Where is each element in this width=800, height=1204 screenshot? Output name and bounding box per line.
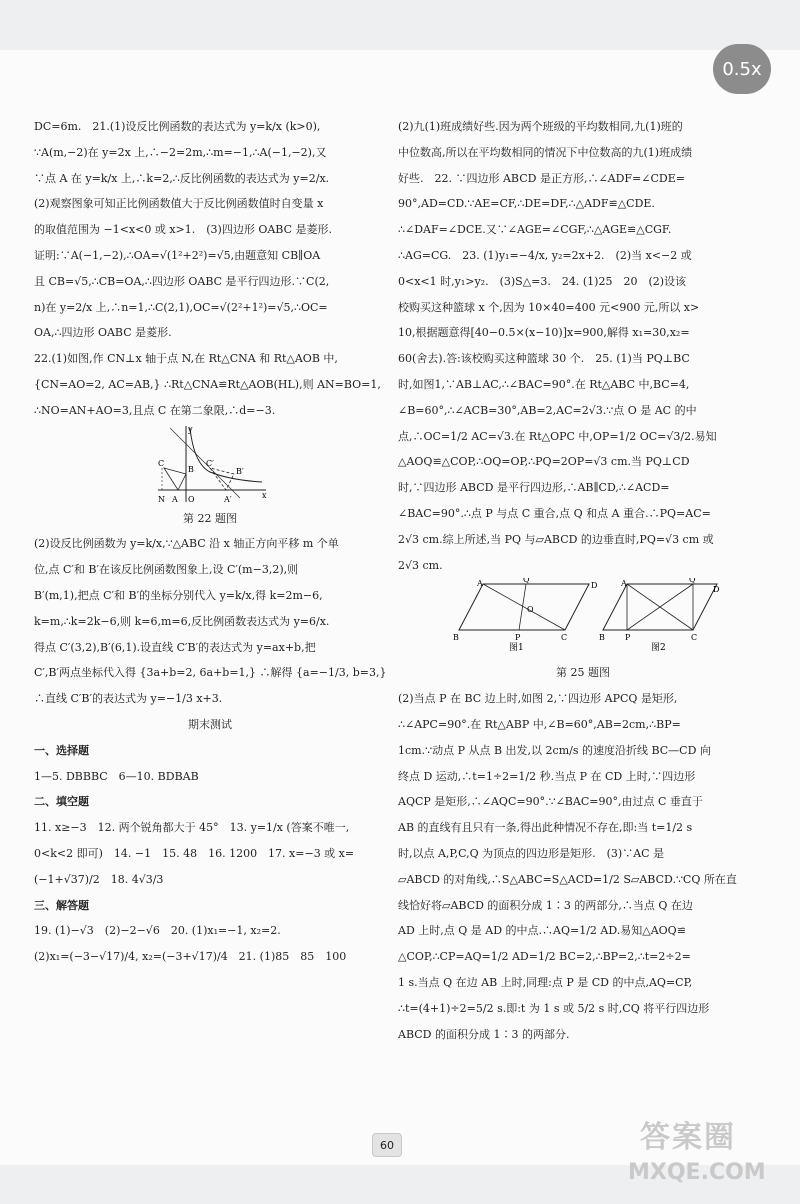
text-line: 90°,AD=CD.∵AE=CF,∴DE=DF,∴△ADF≌△CDE. xyxy=(398,197,655,211)
figure-22-caption: 第 22 题图 xyxy=(183,511,237,525)
text-line: 19. (1)−√3 (2)−2−√6 20. (1)x₁=−1, x₂=2. xyxy=(34,924,281,938)
svg-text:C: C xyxy=(691,633,698,643)
text-line: △AOQ≌△COP,∴OQ=OP,∴PQ=2OP=√3 cm.当 PQ⊥CD xyxy=(398,455,690,469)
text-line: AB 的直线有且只有一条,得出此种情况不存在,即:当 t=1/2 s xyxy=(398,821,693,835)
text-line: ▱ABCD 的对角线,∴S△ABC=S△ACD=1/2 S▱ABCD.∵CQ 所在直 xyxy=(398,872,737,886)
figure-25-diagram-1 xyxy=(453,578,597,642)
right-column xyxy=(398,114,768,1047)
text-line: 中位数高,所以在平均数相同的情况下中位数高的九(1)班成绩 xyxy=(398,145,693,159)
svg-text:B′: B′ xyxy=(236,466,244,476)
text-line: (−1+√37)/2 18. 4√3/3 xyxy=(34,872,164,886)
fill-answers xyxy=(34,815,386,892)
text-line: DC=6m. 21.(1)设反比例函数的表达式为 y=k/x (k>0), xyxy=(34,120,321,133)
watermark-logo: 答案圈 xyxy=(640,1120,736,1155)
text-line: 0<x<1 时,y₁>y₂. (3)S△=3. 24. (1)25 20 (2)设该 xyxy=(398,274,687,288)
text-line: 0<k<2 即可) 14. −1 15. 48 16. 1200 17. x=−3 或 x= xyxy=(34,846,355,860)
text-line: ∵A(m,−2)在 y=2x 上,∴−2=2m,∴m=−1,∴A(−1,−2),又 xyxy=(34,145,327,159)
svg-text:Q: Q xyxy=(523,578,530,585)
text-line: ∴直线 C′B′的表达式为 y=−1/3 x+3. xyxy=(34,692,223,706)
svg-text:y: y xyxy=(188,424,193,434)
svg-text:A: A xyxy=(172,494,178,504)
svg-text:P: P xyxy=(625,633,631,643)
svg-text:O: O xyxy=(188,494,195,504)
figure-25-caption: 第 25 题图 xyxy=(556,666,610,680)
left-column xyxy=(34,114,386,970)
exam-title: 期末测试 xyxy=(188,717,232,731)
text-line: 60(舍去).答:该校购买这种篮球 30 个. 25. (1)当 PQ⊥BC xyxy=(398,352,690,366)
figure-25 xyxy=(398,578,768,660)
figure-25-label-2: 图2 xyxy=(651,643,666,654)
text-line: 证明:∵A(−1,−2),∴OA=√(1²+2²)=√5,由题意知 CB∥OA xyxy=(34,248,321,262)
svg-text:C: C xyxy=(158,458,165,468)
text-line: OA,∴四边形 OABC 是菱形. xyxy=(34,326,172,340)
text-line: (2)设反比例函数为 y=k/x,∵△ABC 沿 x 轴正方向平移 m 个单 xyxy=(34,537,339,551)
svg-text:x: x xyxy=(262,490,267,500)
text-line: n)在 y=2/x 上,∴n=1,∴C(2,1),OC=√(2²+1²)=√5,∴OC= xyxy=(34,300,328,314)
text-line: 线恰好将▱ABCD 的面积分成 1∶3 的两部分,∴当点 Q 在边 xyxy=(398,898,693,912)
text-line: ∴∠DAF=∠DCE.又∵∠AGE=∠CGF,∴△AGE≌△CGF. xyxy=(398,223,672,237)
text-line: ABCD 的面积分成 1∶3 的两部分. xyxy=(398,1027,570,1041)
text-line: k=m,∴k=2k−6,则 k=6,m=6,反比例函数表达式为 y=6/x. xyxy=(34,614,330,628)
svg-text:C: C xyxy=(561,633,568,643)
svg-text:A′: A′ xyxy=(224,494,232,504)
text-line: (2)九(1)班成绩好些.因为两个班级的平均数相同,九(1)班的 xyxy=(398,120,683,133)
text-line: 且 CB=√5,∴CB=OA,∴四边形 OABC 是平行四边形.∵C(2, xyxy=(34,274,330,288)
text-line: 时,如图1,∵AB⊥AC,∴∠BAC=90°.在 Rt△ABC 中,BC=4, xyxy=(398,377,690,391)
svg-text:O: O xyxy=(527,605,534,615)
svg-text:A: A xyxy=(477,579,483,589)
text-line: (2)观察图象可知正比例函数值大于反比例函数值时自变量 x xyxy=(34,197,324,211)
text-line: B′(m,1),把点 C′和 B′的坐标分别代入 y=k/x,得 k=2m−6, xyxy=(34,588,323,602)
right-text-block-1 xyxy=(398,114,768,578)
page-number: 60 xyxy=(372,1133,402,1157)
text-line: AD 上时,点 Q 是 AD 的中点.∴AQ=1/2 AD.易知△AOQ≌ xyxy=(398,924,686,938)
text-line: {CN=AO=2, AC=AB,} ∴Rt△CNA≌Rt△AOB(HL),则 AN=BO=1, xyxy=(34,377,381,391)
figure-25-diagrams xyxy=(443,578,723,660)
svg-text:N: N xyxy=(158,494,165,504)
text-line: ∴NO=AN+AO=3,且点 C 在第二象限,∴d=−3. xyxy=(34,403,276,417)
section-fill-heading: 二、填空题 xyxy=(34,795,89,809)
svg-text:P: P xyxy=(515,633,521,643)
watermark-url: MXQE.COM xyxy=(628,1160,766,1185)
svg-text:B: B xyxy=(453,633,459,643)
text-line: 位,点 C′和 B′在该反比例函数图象上,设 C′(m−3,2),则 xyxy=(34,563,299,577)
right-text-block-2 xyxy=(398,686,768,1047)
svg-text:A: A xyxy=(621,579,627,589)
figure-25-label-1: 图1 xyxy=(509,643,524,654)
text-line: 11. x≥−3 12. 两个锐角都大于 45° 13. y=1/x (答案不唯一, xyxy=(34,821,350,835)
text-line: 好些. 22. ∵四边形 ABCD 是正方形,∴∠ADF=∠CDE= xyxy=(398,171,685,185)
text-line: 的取值范围为 −1<x<0 或 x>1. (3)四边形 OABC 是菱形. xyxy=(34,223,332,237)
section-choice-heading: 一、选择题 xyxy=(34,743,89,757)
figure-22 xyxy=(34,424,386,506)
left-text-block-1 xyxy=(34,114,386,424)
svg-text:D: D xyxy=(713,585,720,595)
text-line: 2√3 cm. xyxy=(398,558,443,572)
viewer-top-bar xyxy=(0,0,800,50)
text-line: 校购买这种篮球 x 个,因为 10×40=400 元<900 元,所以 x> xyxy=(398,300,700,314)
svg-text:B: B xyxy=(188,464,194,474)
text-line: 点,∴OC=1/2 AC=√3.在 Rt△OPC 中,OP=1/2 OC=√3/2.易知 xyxy=(398,429,717,443)
zoom-level-button[interactable]: 0.5x xyxy=(713,44,771,94)
text-line: 10,根据题意得[40−0.5×(x−10)]x=900,解得 x₁=30,x₂= xyxy=(398,326,690,340)
figure-22-graph xyxy=(150,424,270,506)
svg-text:C′: C′ xyxy=(206,458,214,468)
text-line: △COP,∴CP=AQ=1/2 AD=1/2 BC=2,∴BP=2,∴t=2÷2= xyxy=(398,950,691,964)
text-line: C′,B′两点坐标代入得 {3a+b=2, 6a+b=1,} ∴解得 {a=−1/3, b=3,} xyxy=(34,666,386,680)
left-text-block-2 xyxy=(34,531,386,712)
text-line: 得点 C′(3,2),B′(6,1).设直线 C′B′的表达式为 y=ax+b,把 xyxy=(34,640,316,654)
svg-text:D: D xyxy=(591,581,598,591)
text-line: 22.(1)如图,作 CN⊥x 轴于点 N,在 Rt△CNA 和 Rt△AOB 中, xyxy=(34,352,338,366)
choice-answers: 1—5. DBBBC 6—10. BDBAB xyxy=(34,769,199,783)
text-line: 1 s.当点 Q 在边 AB 上时,同理:点 P 是 CD 的中点,AQ=CP, xyxy=(398,975,693,989)
text-line: 时,以点 A,P,C,Q 为顶点的四边形是矩形. (3)∵AC 是 xyxy=(398,846,665,860)
svg-text:B: B xyxy=(599,633,605,643)
text-line: 1cm.∵动点 P 从点 B 出发,以 2cm/s 的速度沿折线 BC—CD 向 xyxy=(398,743,711,757)
text-line: 终点 D 运动,∴t=1÷2=1/2 秒.当点 P 在 CD 上时,∵四边形 xyxy=(398,769,696,783)
section-solve-heading: 三、解答题 xyxy=(34,898,89,912)
svg-text:Q: Q xyxy=(689,578,696,585)
text-line: ∠B=60°,∴∠ACB=30°,AB=2,AC=2√3.∵点 O 是 AC 的中 xyxy=(398,403,697,417)
text-line: ∠BAC=90°.∴点 P 与点 C 重合,点 Q 和点 A 重合.∴PQ=AC= xyxy=(398,506,711,520)
solve-answers xyxy=(34,918,386,970)
figure-25-diagram-2 xyxy=(599,578,719,642)
text-line: ∵点 A 在 y=k/x 上,∴k=2,∴反比例函数的表达式为 y=2/x. xyxy=(34,171,330,185)
text-line: ∴∠APC=90°.在 Rt△ABP 中,∠B=60°,AB=2cm,∴BP= xyxy=(398,717,681,731)
text-line: 2√3 cm.综上所述,当 PQ 与▱ABCD 的边垂直时,PQ=√3 cm 或 xyxy=(398,532,714,546)
text-line: 时,∵四边形 ABCD 是平行四边形,∴AB∥CD,∴∠ACD= xyxy=(398,481,670,495)
text-line: ∴AG=CG. 23. (1)y₁=−4/x, y₂=2x+2. (2)当 x<−2 或 xyxy=(398,248,692,262)
text-line: (2)x₁=(−3−√17)/4, x₂=(−3+√17)/4 21. (1)85 85 100 xyxy=(34,950,347,964)
text-line: ∴t=(4+1)÷2=5/2 s.即:t 为 1 s 或 5/2 s 时,CQ 将平行四边形 xyxy=(398,1001,710,1015)
text-line: (2)当点 P 在 BC 边上时,如图 2,∵四边形 APCQ 是矩形, xyxy=(398,692,678,706)
text-line: AQCP 是矩形,∴∠AQC=90°.∵∠BAC=90°,由过点 C 垂直于 xyxy=(398,795,703,809)
